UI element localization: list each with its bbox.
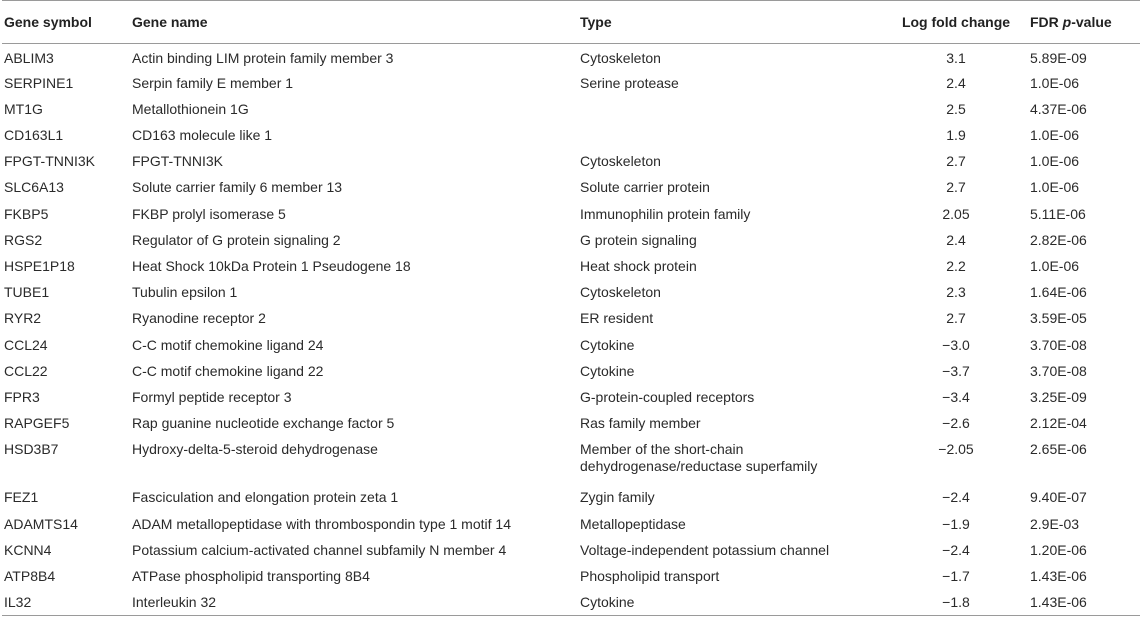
cell-gene-name: Regulator of G protein signaling 2	[132, 231, 341, 248]
cell-type	[578, 96, 886, 122]
cell-fdr-p-value: 1.43E-06	[1030, 594, 1087, 611]
cell-type: Voltage-independent potassium channel	[580, 541, 830, 558]
cell-fdr-p-value: 1.0E-06	[1030, 74, 1080, 91]
cell-type: Immunophilin protein family	[580, 205, 751, 222]
cell-gene-name: Ryanodine receptor 2	[132, 310, 266, 327]
header-type: Type	[580, 14, 612, 30]
table-row	[2, 122, 1140, 148]
table-row	[2, 148, 1140, 174]
cell-fdr-p-value: 1.20E-06	[1030, 541, 1087, 558]
header-fdr-prefix: FDR	[1030, 14, 1063, 30]
table-row	[2, 305, 1140, 331]
table-row	[2, 174, 1140, 200]
cell-fdr-p-value: 3.25E-09	[1030, 388, 1087, 405]
cell-log-fold-change: −1.9	[942, 515, 970, 532]
cell-gene-symbol: TUBE1	[4, 284, 50, 301]
cell-log-fold-change: −1.8	[942, 594, 970, 611]
cell-gene-symbol: FKBP5	[4, 205, 49, 222]
cell-type: Cytokine	[580, 594, 635, 611]
cell-type	[578, 122, 886, 148]
cell-log-fold-change: 2.5	[946, 100, 966, 117]
cell-gene-symbol: HSD3B7	[4, 441, 59, 458]
table-row	[2, 537, 1140, 563]
cell-type: Phospholipid transport	[580, 567, 720, 584]
cell-fdr-p-value: 1.0E-06	[1030, 153, 1080, 170]
table-row	[2, 358, 1140, 384]
table-row	[2, 563, 1140, 589]
cell-log-fold-change: −2.4	[942, 541, 970, 558]
cell-log-fold-change: 2.7	[946, 153, 966, 170]
cell-log-fold-change: −2.05	[938, 441, 974, 458]
cell-type: Metallopeptidase	[580, 515, 686, 532]
cell-gene-symbol: ADAMTS14	[4, 515, 78, 532]
table-row	[2, 201, 1140, 227]
cell-type: G protein signaling	[580, 231, 697, 248]
cell-type: Zygin family	[580, 489, 655, 506]
cell-gene-name: C-C motif chemokine ligand 22	[132, 362, 324, 379]
cell-log-fold-change: −1.7	[942, 567, 970, 584]
cell-log-fold-change: 3.1	[946, 50, 966, 66]
table-body	[2, 44, 1140, 616]
cell-log-fold-change: 1.9	[946, 127, 966, 144]
cell-log-fold-change: 2.4	[946, 231, 966, 248]
table-row	[2, 589, 1140, 615]
cell-log-fold-change: 2.4	[946, 74, 966, 91]
cell-fdr-p-value: 1.43E-06	[1030, 567, 1087, 584]
cell-gene-name: Interleukin 32	[132, 594, 217, 611]
cell-fdr-p-value: 1.0E-06	[1030, 258, 1080, 274]
cell-log-fold-change: 2.3	[946, 284, 966, 301]
cell-log-fold-change: 2.05	[942, 205, 970, 222]
cell-fdr-p-value: 2.65E-06	[1030, 441, 1087, 458]
gene-table	[2, 0, 1140, 616]
cell-fdr-p-value: 3.70E-08	[1030, 336, 1087, 353]
cell-gene-symbol: SLC6A13	[4, 179, 64, 196]
table-row	[2, 253, 1140, 279]
cell-fdr-p-value: 2.82E-06	[1030, 231, 1087, 248]
table-row	[2, 484, 1140, 510]
table-row	[2, 332, 1140, 358]
cell-gene-name: Actin binding LIM protein family member 3	[132, 50, 394, 66]
cell-gene-symbol: HSPE1P18	[4, 258, 75, 274]
cell-type: ER resident	[580, 310, 654, 327]
cell-gene-name: CD163 molecule like 1	[132, 127, 273, 144]
cell-fdr-p-value: 2.12E-04	[1030, 415, 1087, 432]
cell-gene-symbol: RAPGEF5	[4, 415, 70, 432]
cell-type: Cytokine	[580, 362, 635, 379]
cell-gene-name: Serpin family E member 1	[132, 74, 294, 91]
cell-log-fold-change: −3.0	[942, 336, 970, 353]
cell-type: Solute carrier protein	[580, 179, 710, 196]
cell-fdr-p-value: 3.70E-08	[1030, 362, 1087, 379]
cell-type: Cytoskeleton	[580, 284, 661, 301]
cell-log-fold-change: −2.4	[942, 489, 970, 506]
cell-type: Serine protease	[580, 74, 679, 91]
cell-gene-name: Solute carrier family 6 member 13	[132, 179, 343, 196]
cell-log-fold-change: −3.4	[942, 388, 970, 405]
cell-gene-symbol: CCL24	[4, 336, 48, 353]
cell-fdr-p-value: 9.40E-07	[1030, 489, 1087, 506]
cell-log-fold-change: 2.2	[946, 258, 966, 274]
cell-gene-name: FKBP prolyl isomerase 5	[132, 205, 286, 222]
cell-type: Heat shock protein	[580, 258, 697, 274]
table-row	[2, 384, 1140, 410]
header-row	[2, 1, 1140, 44]
header-fdr-suffix: -value	[1071, 14, 1112, 30]
cell-gene-name: ADAM metallopeptidase with thrombospondin type 1 motif 14	[132, 515, 511, 532]
header-gene-name: Gene name	[132, 14, 208, 30]
cell-type: Cytoskeleton	[580, 50, 661, 66]
cell-log-fold-change: 2.7	[946, 179, 966, 196]
table-row	[2, 44, 1140, 70]
cell-gene-name: Hydroxy-delta-5-steroid dehydrogenase	[132, 441, 378, 458]
table-row	[2, 511, 1140, 537]
table-row	[2, 436, 1140, 484]
cell-gene-symbol: CCL22	[4, 362, 48, 379]
cell-fdr-p-value: 1.0E-06	[1030, 179, 1080, 196]
table-row	[2, 70, 1140, 96]
cell-gene-name: Potassium calcium-activated channel subfamily N member 4	[132, 541, 507, 558]
header-gene-symbol: Gene symbol	[4, 14, 92, 30]
cell-fdr-p-value: 4.37E-06	[1030, 100, 1087, 117]
cell-gene-name: ATPase phospholipid transporting 8B4	[132, 567, 370, 584]
cell-fdr-p-value: 2.9E-03	[1030, 515, 1080, 532]
cell-gene-symbol: RGS2	[4, 231, 43, 248]
cell-gene-name: C-C motif chemokine ligand 24	[132, 336, 324, 353]
cell-type: Member of the short-chain dehydrogenase/reductase superfamily	[580, 441, 818, 475]
cell-fdr-p-value: 5.89E-09	[1030, 50, 1087, 66]
table-row	[2, 410, 1140, 436]
header-fdr-italic: p	[1062, 14, 1072, 30]
cell-gene-name: Formyl peptide receptor 3	[132, 388, 292, 405]
header-log-fold-change: Log fold change	[901, 14, 1011, 30]
cell-fdr-p-value: 5.11E-06	[1030, 205, 1086, 222]
cell-type: G-protein-coupled receptors	[580, 388, 755, 405]
cell-gene-symbol: FPGT-TNNI3K	[4, 153, 96, 170]
table-row	[2, 227, 1140, 253]
cell-gene-symbol: CD163L1	[4, 127, 64, 144]
cell-gene-name: Fasciculation and elongation protein zeta 1	[132, 489, 399, 506]
cell-gene-symbol: RYR2	[4, 310, 42, 327]
cell-log-fold-change: −2.6	[942, 415, 970, 432]
cell-gene-symbol: FEZ1	[4, 489, 39, 506]
header-fdr-p-value	[1026, 1, 1140, 44]
cell-log-fold-change: −3.7	[942, 362, 970, 379]
cell-gene-name: Heat Shock 10kDa Protein 1 Pseudogene 18	[132, 258, 411, 274]
cell-gene-name: FPGT-TNNI3K	[132, 153, 224, 170]
cell-fdr-p-value: 1.64E-06	[1030, 284, 1087, 301]
cell-gene-symbol: IL32	[4, 594, 32, 611]
table-row	[2, 96, 1140, 122]
cell-gene-name: Metallothionein 1G	[132, 100, 249, 117]
cell-log-fold-change: 2.7	[946, 310, 966, 327]
cell-gene-name: Rap guanine nucleotide exchange factor 5	[132, 415, 395, 432]
cell-gene-symbol: FPR3	[4, 388, 40, 405]
cell-fdr-p-value: 1.0E-06	[1030, 127, 1080, 144]
cell-gene-symbol: KCNN4	[4, 541, 52, 558]
cell-gene-symbol: ABLIM3	[4, 50, 54, 66]
cell-type: Cytokine	[580, 336, 635, 353]
cell-gene-symbol: ATP8B4	[4, 567, 56, 584]
cell-gene-name: Tubulin epsilon 1	[132, 284, 238, 301]
cell-gene-symbol: MT1G	[4, 100, 43, 117]
table-row	[2, 279, 1140, 305]
cell-type: Ras family member	[580, 415, 701, 432]
cell-type: Cytoskeleton	[580, 153, 661, 170]
cell-gene-symbol: SERPINE1	[4, 74, 74, 91]
cell-fdr-p-value: 3.59E-05	[1030, 310, 1087, 327]
